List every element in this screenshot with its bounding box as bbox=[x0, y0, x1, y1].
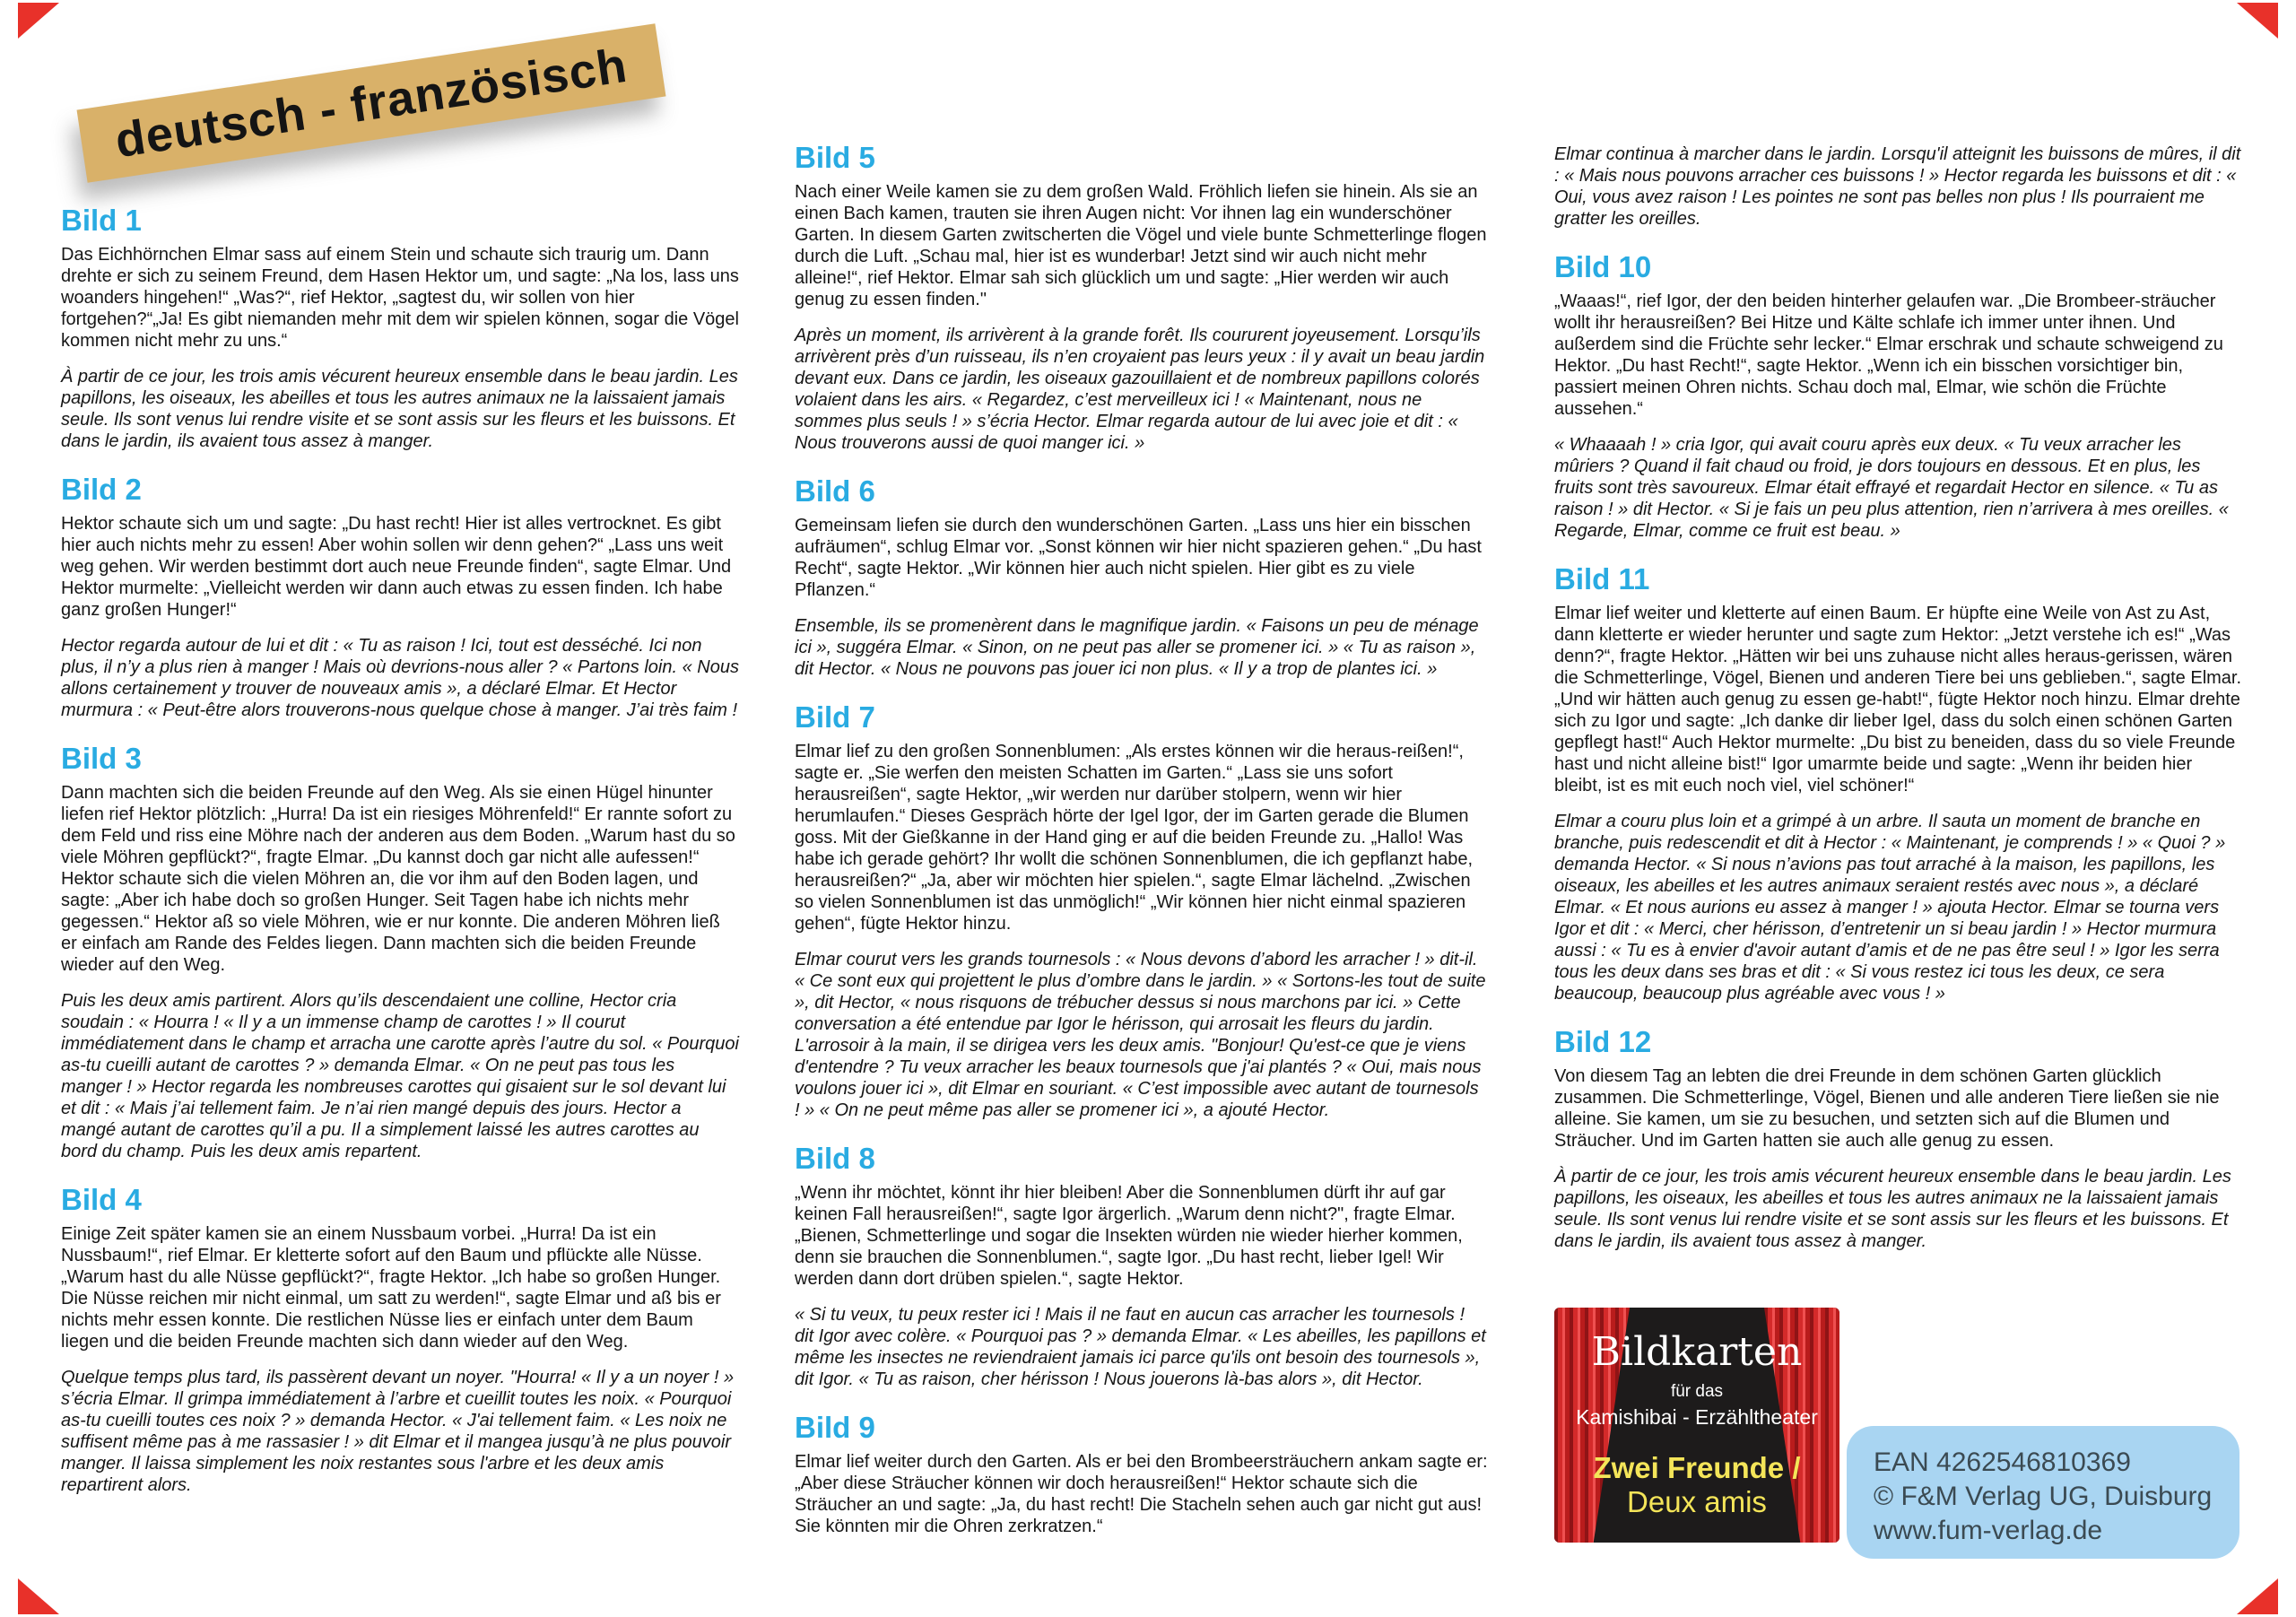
column-2 bbox=[795, 142, 1488, 1552]
section-bild-3 bbox=[61, 743, 740, 1162]
paragraph-french: À partir de ce jour, les trois amis vécurent heureux ensemble dans le beau jardin. Les papillons, les oiseaux, les abeilles et tous les autres animaux ne la laissaient jamais seule. Ils sont venus lui rendre visite et se sont assis sur les fleurs et les buissons. Et dans le jardin, ils avaient tous assez à manger. bbox=[61, 367, 738, 451]
paragraph-german: Von diesem Tag an lebten die drei Freunde in dem schönen Garten glücklich zusammen. Die Schmetterlinge, Vögel, Bienen und alle anderen Tiere ließen sie nie alleine. Sie kamen, um sie zu besuchen, und setzten sich auf die Blumen und Sträucher. Und im Garten hatten sie auch alle genug zu essen. bbox=[1554, 1066, 2220, 1151]
card-subtitle-line2: Kamishibai - Erzähltheater bbox=[1576, 1405, 1818, 1429]
footer-row bbox=[1554, 1308, 2243, 1559]
paragraph-french: Puis les deux amis partirent. Alors qu’ils descendaient une colline, Hector cria soudain : « Hourra ! « Il y a un immense champ de carottes ! » Il courut immédiatement dans le champ et arracha une carotte après l’autre du sol. « Pourquoi as-tu cueilli autant de carottes ? » demanda Elmar. « On ne peut pas tous les manger ! » Hector regarda les nombreuses carottes qui gisaient sur le sol devant lui et dit : « Mais j’ai tellement faim. Je n’ai rien mangé depuis des jours. Hector a mangé autant de carottes qu’il a pu. Il a simplement laissé les autres carottes au bord du champ. Puis les deux amis repartent. bbox=[61, 991, 739, 1161]
paragraph-german: „Wenn ihr möchtet, könnt ihr hier bleiben! Aber die Sonnenblumen dürft ihr auf gar keinen Fall herausreißen!“, sagte Igor ärgerlich. „Warum denn nicht?", fragte Elmar. „Bienen, Schmetterlinge und sogar die Insekten würden nie wieder hierher kommen, denn sie brauchen die Sonnenblumen.“, sagte Igor. „Du hast recht, lieber Igel! Wir werden dann dort drüben spielen.“, sagte Hektor. bbox=[795, 1183, 1463, 1289]
ean-info-box bbox=[1847, 1426, 2239, 1559]
section-title: Bild 12 bbox=[1554, 1025, 1652, 1058]
paragraph-german: „Waaas!“, rief Igor, der den beiden hinterher gelaufen war. „Die Brombeer-sträucher wollt ihr herausreißen? Bei Hitze und Kälte schlafe ich immer unter ihnen. Und außerdem sind die Früchte sehr lecker.“ Elmar erschrak und schaute schweigend zu Hektor. „Du hast Recht!“, sagte Hektor. „Wenn ich ein bisschen vorsichtiger bin, passiert meinen Ohren nichts. Schau doch mal, Elmar, wie schön die Früchte aussehen.“ bbox=[1554, 291, 2223, 419]
paragraph-german: Das Eichhörnchen Elmar sass auf einem Stein und schaute sich traurig um. Dann drehte er sich zu seinem Freund, dem Hasen Hektor um, und sagte: „Na los, lass uns woanders hingehen!“ „Was?“, rief Hektor, „sagtest du, wir sollen von hier fortgehen?“„Ja! Es gibt niemanden mehr mit dem wir spielen können, sogar die Vögel kommen nicht mehr zu uns.“ bbox=[61, 245, 739, 351]
card-story-title-french: Deux amis bbox=[1627, 1485, 1767, 1518]
section-title: Bild 4 bbox=[61, 1183, 142, 1216]
paragraph-german: Hektor schaute sich um und sagte: „Du hast recht! Hier ist alles vertrocknet. Es gibt hier auch nichts mehr zu essen! Aber wohin sollen wir denn gehen?“ „Lass uns weit weg gehen. Wir werden bestimmt dort auch neue Freunde finden“, sagte Elmar. Und Hektor murmelte: „Vielleicht werden wir dann auch etwas zu essen finden. Ich habe ganz großen Hunger!“ bbox=[61, 514, 732, 620]
paragraph-french: « Whaaaah ! » cria Igor, qui avait couru après eux deux. « Tu veux arracher les mûriers ? Quand il fait chaud ou froid, je dors toujours en dessous. Et en plus, les fruits sont très savoureux. Elmar était effrayé et regardait Hector en silence. « Tu as raison ! » dit Hector. « Si je fais un peu plus attention, rien n’arrivera à mes oreilles. « Regarde, Elmar, comme ce fruit est beau. » bbox=[1554, 435, 2229, 541]
paragraph-french: Elmar courut vers les grands tournesols : « Nous devons d’abord les arracher ! » dit-il. « Ce sont eux qui projettent le plus d’ombre dans le jardin. » « Sortons-les tout de suite », dit Hector, « nous risquons de trébucher dessus si nous marchons par ici. » Cette conversation a été entendue par Igor le hérisson, qui arrosait les fleurs du jardin. L'arrosoir à la main, il se dirigea vers les deux amis. "Bonjour! Qu'est-ce que je viens d'entendre ? Tu veux arracher les beaux tournesols que j'ai plantés ? « Oui, mais nous voulons jouer ici », dit Elmar en souriant. « C’est impossible avec autant de tournesols ! » « On ne peut même pas aller se promener ici », a ajouté Hector. bbox=[795, 950, 1486, 1120]
section-title: Bild 5 bbox=[795, 141, 875, 174]
paragraph-german: Nach einer Weile kamen sie zu dem großen Wald. Fröhlich liefen sie hinein. Als sie an einen Bach kamen, trauten sie ihren Augen nicht: Vor ihnen lag ein wunderschöner Garten. In diesem Garten zwitscherten die Vögel und viele bunte Schmetterlinge flogen durch die Luft. „Schau mal, hier ist es wunderbar! Jetzt sind wir auch nicht mehr alleine!“, rief Hektor. Elmar sah sich glücklich um und sagte: „Hier werden wir auch genug zu essen finden." bbox=[795, 182, 1487, 309]
paragraph-french: Quelque temps plus tard, ils passèrent devant un noyer. "Hourra! « Il y a un noyer ! » s’écria Elmar. Il grimpa immédiatement à l’arbre et cueillit toutes les noix. « Pourquoi as-tu cueilli toutes ces noix ? » demanda Hector. « J'ai tellement faim. « Les noix ne suffisent même pas à me rassasier ! » dit Elmar et il mangea jusqu’à ne plus pouvoir manger. Il laissa simplement les noix restantes sous l'arbre et les deux amis repartirent alors. bbox=[61, 1368, 735, 1495]
section-bild-8 bbox=[795, 1143, 1488, 1390]
paragraph-french-bild-9-continuation: Elmar continua à marcher dans le jardin. Lorsqu'il atteignit les buissons de mûres, il dit : « Mais nous pouvons arracher ces buissons ! » Hector regarda les buissons et dit : « Oui, vous avez raison ! Les pointes ne sont pas belles non plus ! Ils pourraient me gratter les oreilles. bbox=[1554, 144, 2241, 229]
paragraph-french: Ensemble, ils se promenèrent dans le magnifique jardin. « Faisons un peu de ménage ici », suggéra Elmar. « Sinon, on ne peut pas aller se promener ici. » « Tu as raison », dit Hector. « Nous ne pouvons pas jouer ici non plus. « Il y a trop de plantes ici. » bbox=[795, 616, 1479, 679]
paragraph-german: Gemeinsam liefen sie durch den wunderschönen Garten. „Lass uns hier ein bisschen aufräumen“, schlug Elmar vor. „Sonst können wir hier nicht spazieren gehen.“ „Du hast Recht“, sagte Hektor. „Wir können hier auch nicht spielen. Hier gibt es zu viele Pflanzen.“ bbox=[795, 516, 1482, 600]
section-title: Bild 10 bbox=[1554, 250, 1652, 283]
language-banner-label: deutsch - französisch bbox=[111, 38, 631, 169]
paragraph-french: Elmar a couru plus loin et a grimpé à un arbre. Il sauta un moment de branche en branche, puis redescendit et dit à Hector : « Maintenant, je comprends ! » « Quoi ? » demanda Hector. « Si nous n’avions pas tout arraché à la maison, les papillons, les oiseaux, les abeilles et les autres animaux seraient restés avec nous », a déclaré Elmar. « Et nous aurions eu assez à manger ! » ajouta Hector. Elmar se tourna vers Igor et dit : « Merci, cher hérisson, d’entretenir un si beau jardin ! » Hector murmura aussi : « Tu es à envier d'avoir autant d’amis et de ne pas être seul ! » Igor les serra tous les deux dans ses bras et dit : « Si vous restez ici tous les deux, ce sera beaucoup, beaucoup plus agréable avec vous ! » bbox=[1554, 812, 2226, 1004]
section-title: Bild 9 bbox=[795, 1411, 875, 1444]
paragraph-german: Einige Zeit später kamen sie an einem Nussbaum vorbei. „Hurra! Da ist ein Nussbaum!“, rief Elmar. Er kletterte sofort auf den Baum und pflückte alle Nüsse. „Warum hast du alle Nüsse gepflückt?“, fragte Hektor. „Ich habe so großen Hunger. Die Nüsse reichen mir nicht einmal, um satt zu werden!“, sagte Elmar und aß bis er nichts mehr essen konnte. Die restlichen Nüsse lies er einfach unter dem Baum liegen und die beiden Freunde machten sich dann wieder auf den Weg. bbox=[61, 1224, 721, 1352]
card-title: Bildkarten bbox=[1591, 1329, 1803, 1375]
ean-number: EAN 4262546810369 bbox=[1874, 1447, 2131, 1477]
paragraph-french: À partir de ce jour, les trois amis vécurent heureux ensemble dans le beau jardin. Les papillons, les oiseaux, les abeilles et tous les autres animaux ne la laissaient jamais seule. Ils sont venus lui rendre visite et se sont assis sur les fleurs et les buissons. Et dans le jardin, ils avaient tous assez à manger. bbox=[1554, 1167, 2231, 1251]
section-bild-12 bbox=[1554, 1026, 2243, 1252]
language-banner bbox=[77, 23, 666, 182]
section-bild-7 bbox=[795, 701, 1488, 1121]
corner-mark-bottom-right bbox=[2237, 1578, 2278, 1614]
section-title: Bild 1 bbox=[61, 204, 142, 237]
section-bild-6 bbox=[795, 475, 1488, 680]
publisher-copyright: © F&M Verlag UG, Duisburg bbox=[1874, 1482, 2213, 1511]
corner-mark-bottom-left bbox=[18, 1578, 59, 1614]
kamishibai-card bbox=[1554, 1308, 1839, 1543]
section-title: Bild 8 bbox=[795, 1142, 875, 1175]
section-bild-2 bbox=[61, 474, 740, 721]
section-title: Bild 2 bbox=[61, 473, 142, 506]
section-title: Bild 6 bbox=[795, 474, 875, 508]
section-title: Bild 11 bbox=[1554, 562, 1650, 596]
paragraph-french: Après un moment, ils arrivèrent à la grande forêt. Ils coururent joyeusement. Lorsqu’ils arrivèrent près d’un ruisseau, ils n’en croyaient pas leurs yeux : il y avait un beau jardin devant eux. Dans ce jardin, les oiseaux gazouillaient et de nombreux papillons colorés volaient dans les airs. « Regardez, c’est merveilleux ici ! « Maintenant, nous ne sommes plus seuls ! » s’écria Hector. Elmar regarda autour de lui avec joie et dit : « Nous trouverons aussi de quoi manger ici. » bbox=[795, 326, 1485, 453]
section-title: Bild 7 bbox=[795, 700, 875, 734]
publisher-website: www.fum-verlag.de bbox=[1874, 1516, 2103, 1545]
section-bild-1 bbox=[61, 204, 740, 452]
section-bild-9 bbox=[795, 1412, 1488, 1537]
section-bild-4 bbox=[61, 1184, 740, 1496]
card-story-title-german: Zwei Freunde / bbox=[1593, 1451, 1801, 1484]
section-title: Bild 3 bbox=[61, 742, 142, 775]
corner-mark-top-left bbox=[18, 3, 59, 39]
card-subtitle-line1: für das bbox=[1670, 1382, 1724, 1401]
section-bild-10 bbox=[1554, 251, 2243, 542]
column-3 bbox=[1554, 143, 2243, 1559]
paragraph-german: Dann machten sich die beiden Freunde auf den Weg. Als sie einen Hügel hinunter liefen rief Hektor plötzlich: „Hurra! Da ist ein riesiges Möhrenfeld!“ Er rannte sofort zu dem Feld und riss eine Möhre nach der anderen aus dem Boden. „Warum hast du so viele Möhren gepflückt?“, fragte Elmar. „Du kannst doch gar nicht alle aufessen!“ Hektor schaute sich die vielen Möhren an, die vor ihm auf den Boden lagen, und sagte: „Aber ich habe doch so großen Hunger. Seit Tagen habe ich nichts mehr gegessen.“ Hektor aß so viele Möhren, wie er nur konnte. Die anderen Möhren ließ er einfach am Rande des Feldes liegen. Dann machten sich die beiden Freunde wieder auf den Weg. bbox=[61, 783, 735, 975]
section-bild-5 bbox=[795, 142, 1488, 454]
paragraph-french: Hector regarda autour de lui et dit : « Tu as raison ! Ici, tout est desséché. Ici non plus, il n’y a plus rien à manger ! Mais où devrions-nous aller ? « Partons loin. « Nous allons certainement y trouver de nouveaux amis », a déclaré Elmar. Et Hector murmura : « Peut-être alors trouverons-nous quelque chose à manger. J’ai très faim ! bbox=[61, 636, 739, 720]
paragraph-german: Elmar lief weiter und kletterte auf einen Baum. Er hüpfte eine Weile von Ast zu Ast, dann kletterte er wieder herunter und sagte zum Hektor: „Jetzt verstehe ich es!“ „Was denn?“, fragte Hektor. „Hätten wir bei uns zuhause nicht alles heraus-gerissen, wären die Schmetterlinge, Vögel, Bienen und anderen Tiere bei uns geblieben.“, sagte Elmar. „Und wir hätten auch genug zu essen ge-habt!“, fügte Hektor noch hinzu. Elmar drehte sich zu Igor und sagte: „Ich danke dir lieber Igel, dass du solch einen schönen Garten gepflegt hast!“ Auch Hektor murmelte: „Du bist zu beneiden, dass du so viele Freunde hast und nicht alleine bist!“ Igor umarmte beide und sagte: „Wenn ihr beiden hier bleibt, ist es mit euch noch viel, viel schöner!“ bbox=[1554, 604, 2242, 795]
kamishibai-card-text bbox=[1554, 1308, 1839, 1543]
paragraph-german: Elmar lief zu den großen Sonnenblumen: „Als erstes können wir die heraus-reißen!“, sagte er. „Sie werfen den meisten Schatten im Garten.“ „Lass sie uns sofort herausreißen“, sagte Hektor, „wir werden nur darüber stolpern, wenn wir hier herumlaufen.“ Dieses Gespräch hörte der Igel Igor, der im Garten gerade die Blumen goss. Mit der Gießkanne in der Hand ging er auf die beiden Freunde zu. „Hallo! Was habe ich gerade gehört? Ihr wollt die schönen Sonnenblumen, die ich gepflanzt habe, herausreißen?“ „Ja, aber wir möchten hier spielen.“, sagte Elmar lächelnd. „Zwischen so vielen Sonnenblumen ist das unmöglich!“ „Wir können hier nicht einmal spazieren gehen“, fügte Hektor hinzu. bbox=[795, 742, 1474, 934]
paragraph-french: « Si tu veux, tu peux rester ici ! Mais il ne faut en aucun cas arracher les tournesols ! dit Igor avec colère. « Pourquoi pas ? » demanda Elmar. « Les abeilles, les papillons et même les insectes ne reviendraient jamais ici parce qu'ils ont besoin des tournesols », dit Igor. « Tu as raison, cher hérisson ! Nous jouerons là-bas alors », dit Hector. bbox=[795, 1305, 1486, 1389]
corner-mark-top-right bbox=[2237, 3, 2278, 39]
section-bild-11 bbox=[1554, 563, 2243, 1004]
column-1 bbox=[61, 204, 740, 1500]
paragraph-german: Elmar lief weiter durch den Garten. Als er bei den Brombeersträuchern ankam sagte er: „Aber diese Sträucher können wir doch herausreißen!“ Hektor schaute sich die Sträucher an und sagte: „Ja, du hast recht! Die Stacheln sehen auch gar nicht gut aus! Sie könnten mir die Ohren zerkratzen.“ bbox=[795, 1452, 1488, 1536]
